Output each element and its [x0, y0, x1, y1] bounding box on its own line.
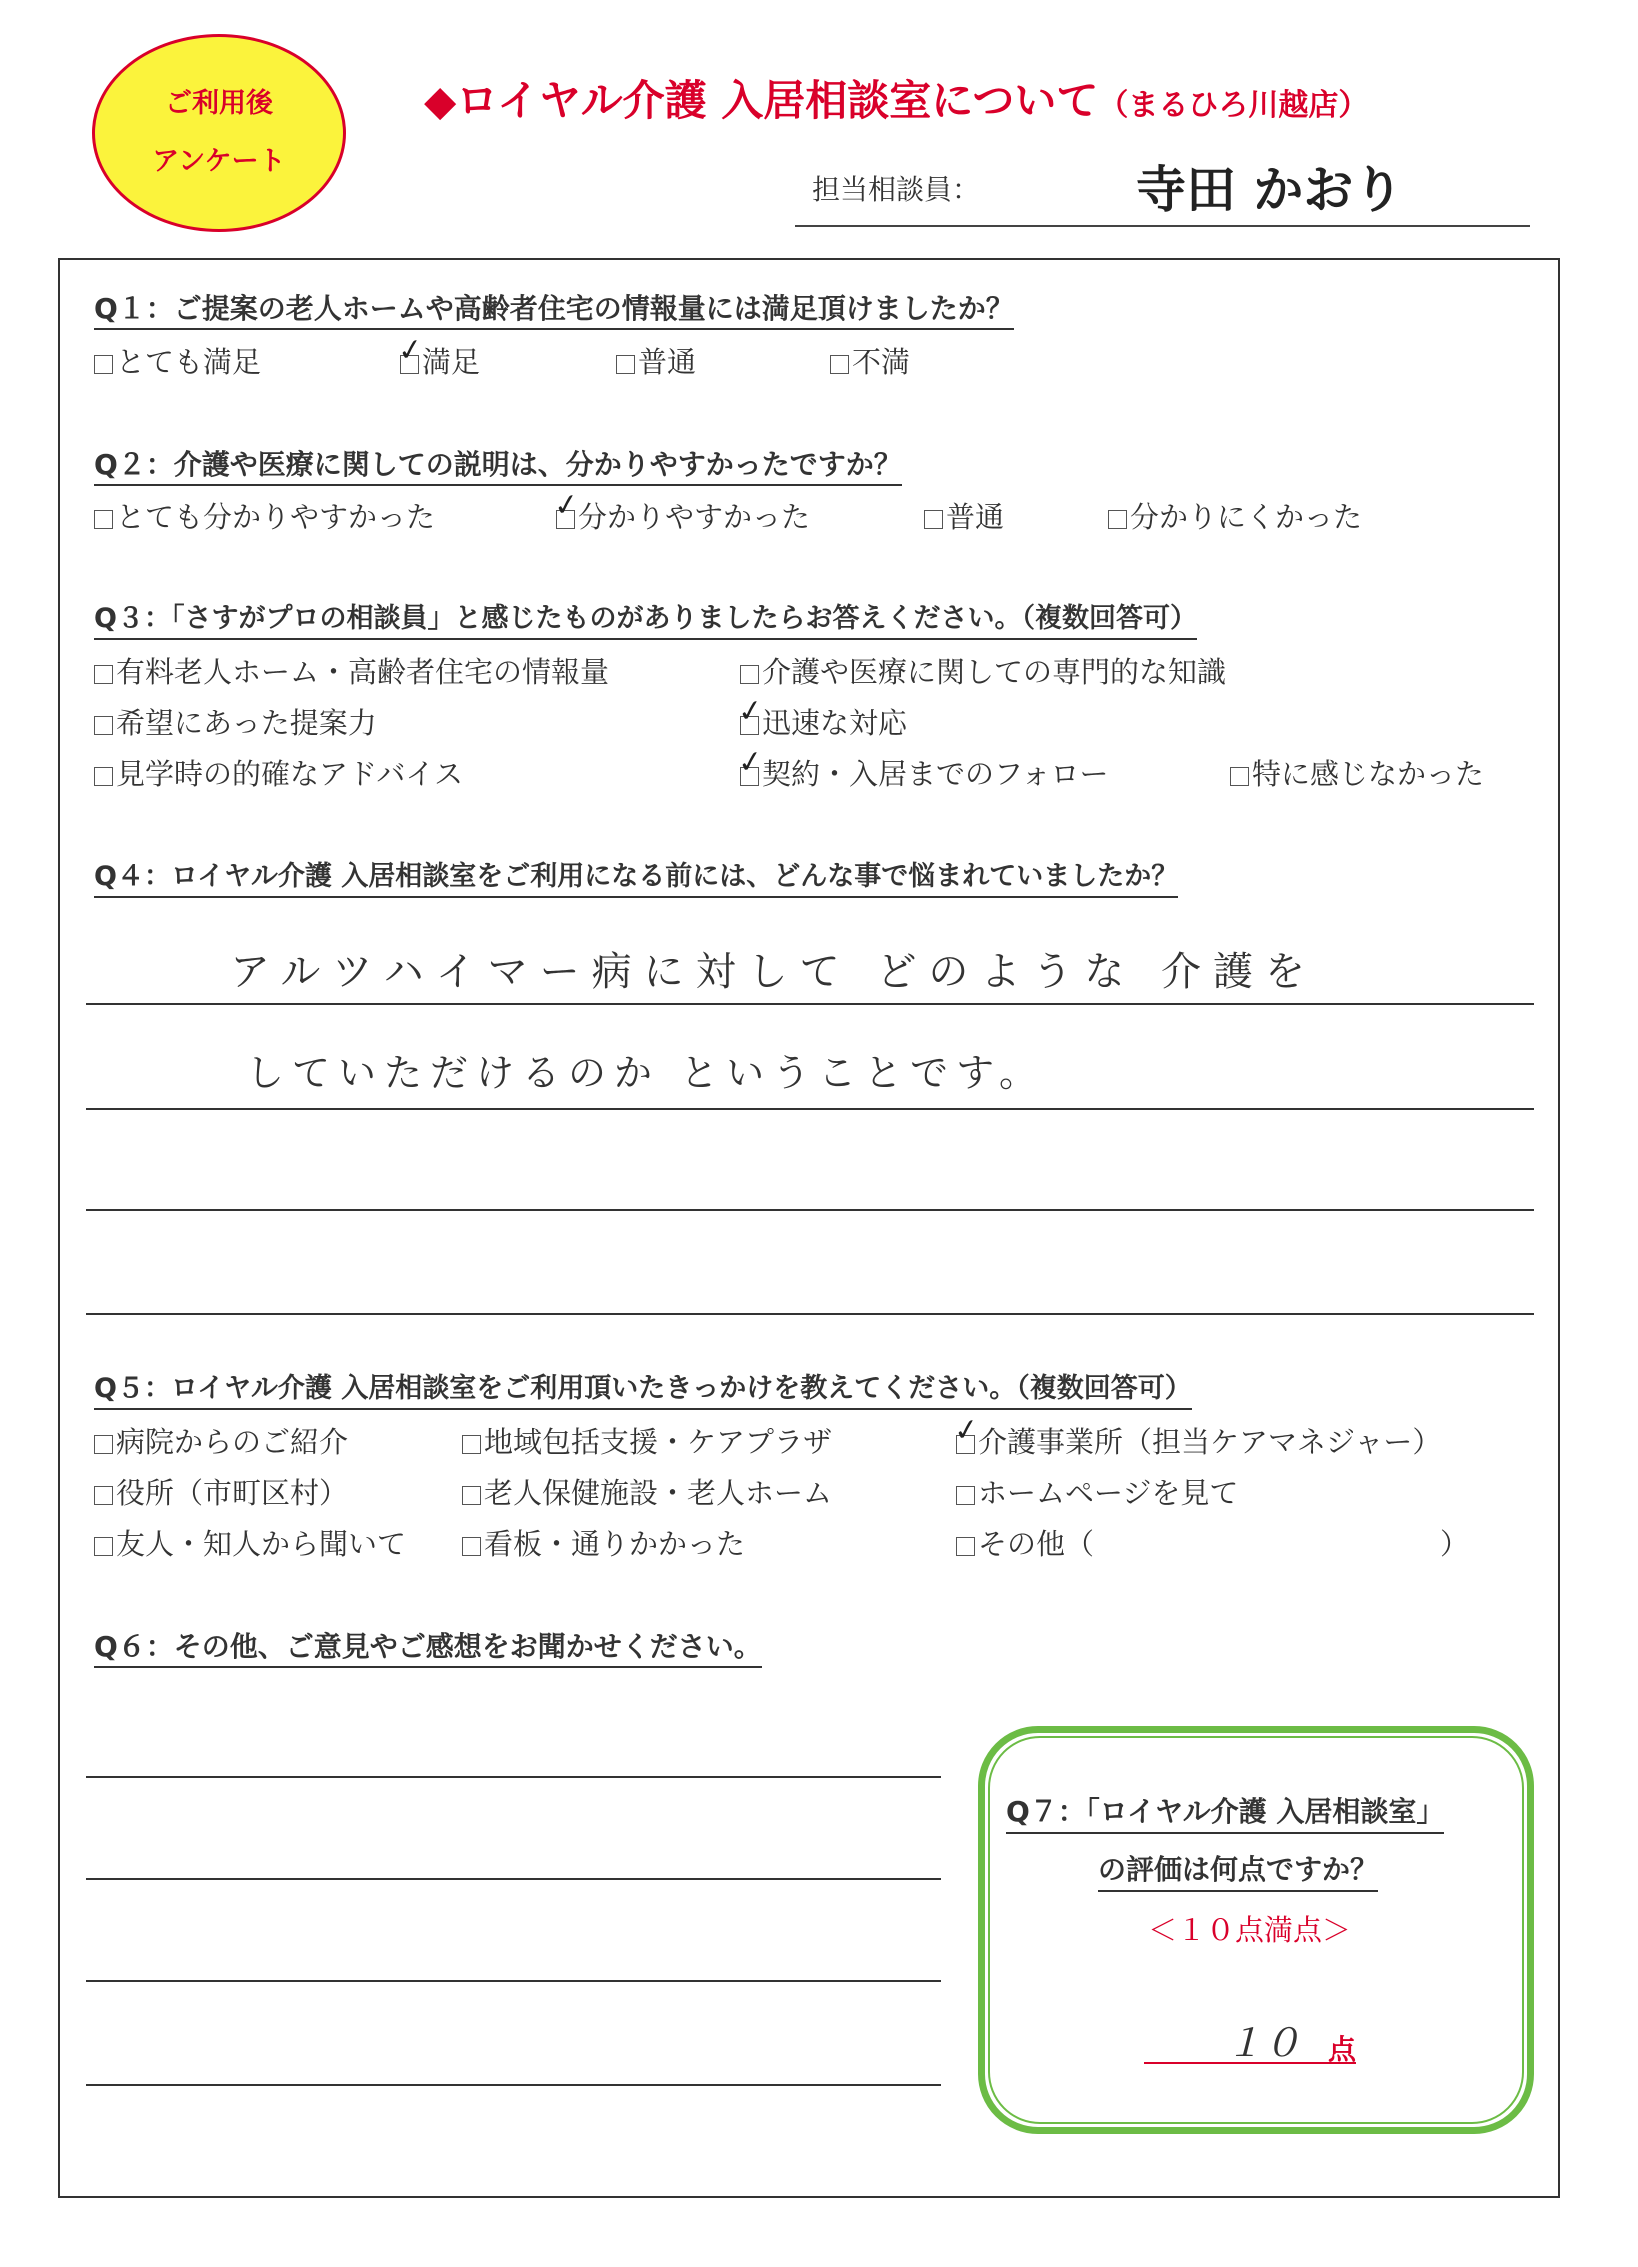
q5-option-6[interactable]: ホームページを見て — [956, 1476, 1238, 1510]
q2-option-1[interactable]: とても分かりやすかった — [94, 500, 435, 534]
q7-unit: 点 — [1328, 2033, 1357, 2066]
checkbox[interactable] — [94, 510, 113, 529]
checkbox[interactable] — [1108, 510, 1127, 529]
badge-line1: ご利用後 — [165, 88, 273, 119]
title-sub: （まるひろ川越店） — [1098, 88, 1369, 123]
q1-option-1[interactable]: とても満足 — [94, 345, 261, 379]
checkbox[interactable] — [94, 767, 113, 786]
q5-option-1[interactable]: 病院からのご紹介 — [94, 1425, 348, 1459]
staff-underline — [795, 225, 1530, 227]
check-icon: ✓ — [951, 1411, 982, 1450]
checkbox[interactable] — [94, 665, 113, 684]
q7-full-score: ＜１０点満点＞ — [1148, 1913, 1352, 1947]
q3-option-3[interactable]: 希望にあった提案力 — [94, 706, 377, 740]
q7-question-line1: Q７：「ロイヤル介護 入居相談室」 — [1006, 1790, 1444, 1834]
answer-rule — [86, 1003, 1534, 1005]
checkbox[interactable] — [462, 1435, 481, 1454]
q5-option-3[interactable]: ✓ 介護事業所（担当ケアマネジャー） — [951, 1411, 1442, 1459]
q5-option-4[interactable]: 役所（市町区村） — [94, 1476, 348, 1510]
answer-rule — [86, 1313, 1534, 1315]
q4-answer-line2: していただけるのか ということです。 — [246, 1051, 1046, 1095]
q5-option-8[interactable]: 看板・通りかかった — [462, 1527, 745, 1561]
q4-answer-line1: アルツハイマー病に対して どのような 介護を — [230, 949, 1318, 995]
comment-rule — [86, 1878, 941, 1880]
checkbox[interactable] — [924, 510, 943, 529]
check-icon: ✓ — [551, 486, 582, 525]
q5-option-7[interactable]: 友人・知人から聞いて — [94, 1527, 406, 1561]
comment-rule — [86, 1776, 941, 1778]
q5-question: Q５：ロイヤル介護 入居相談室をご利用頂いたきっかけを教えてください。（複数回答可） — [94, 1372, 1192, 1410]
q3-option-1[interactable]: 有料老人ホーム・高齢者住宅の情報量 — [94, 655, 609, 689]
q5-other-close: ） — [1440, 1527, 1470, 1561]
check-icon: ✓ — [395, 331, 426, 370]
checkbox[interactable] — [462, 1486, 481, 1505]
checkbox-checked[interactable] — [951, 1411, 982, 1454]
checkbox[interactable] — [616, 355, 635, 374]
q2-option-2[interactable]: ✓ 分かりやすかった — [551, 486, 811, 534]
q5-option-5[interactable]: 老人保健施設・老人ホーム — [462, 1476, 832, 1510]
q3-option-2[interactable]: 介護や医療に関しての専門的な知識 — [740, 655, 1226, 689]
checkbox-checked[interactable] — [551, 486, 582, 529]
q3-option-7[interactable]: 特に感じなかった — [1230, 757, 1484, 791]
q3-option-4[interactable]: ✓ 迅速な対応 — [735, 692, 908, 740]
comment-rule — [86, 2084, 941, 2086]
checkbox[interactable] — [956, 1537, 975, 1556]
checkbox[interactable] — [1230, 767, 1249, 786]
checkbox[interactable] — [956, 1486, 975, 1505]
q5-option-9[interactable]: その他（ — [956, 1527, 1094, 1561]
checkbox[interactable] — [830, 355, 849, 374]
checkbox[interactable] — [462, 1537, 481, 1556]
check-icon: ✓ — [735, 692, 766, 731]
checkbox-checked[interactable] — [395, 331, 426, 374]
q3-question: Q３：「さすがプロの相談員」と感じたものがありましたらお答えください。（複数回答可） — [94, 602, 1197, 640]
comment-rule — [86, 1980, 941, 1982]
title-main: ◆ロイヤル介護 入居相談室について — [424, 76, 1099, 125]
q7-question-line2: の評価は何点ですか？ — [1098, 1848, 1378, 1892]
q6-question: Q６：その他、ご意見やご感想をお聞かせください。 — [94, 1630, 762, 1668]
checkbox-checked[interactable] — [735, 743, 766, 786]
q2-question: Q２：介護や医療に関しての説明は、分かりやすかったですか？ — [94, 448, 902, 486]
badge-line2: アンケート — [152, 146, 286, 177]
q1-option-3[interactable]: 普通 — [616, 345, 696, 379]
checkbox-checked[interactable] — [735, 692, 766, 735]
q7-score: １０ — [1225, 2021, 1302, 2065]
answer-rule — [86, 1209, 1534, 1211]
checkbox[interactable] — [94, 1486, 113, 1505]
q1-option-4[interactable]: 不満 — [830, 345, 910, 379]
staff-label: 担当相談員： — [812, 173, 981, 206]
q7-score-underline — [1144, 2062, 1356, 2064]
survey-badge — [92, 34, 346, 232]
answer-rule — [86, 1108, 1534, 1110]
checkbox[interactable] — [740, 665, 759, 684]
checkbox[interactable] — [94, 1435, 113, 1454]
q3-option-6[interactable]: ✓ 契約・入居までのフォロー — [735, 743, 1109, 791]
checkbox[interactable] — [94, 716, 113, 735]
checkbox[interactable] — [94, 1537, 113, 1556]
staff-name: 寺田 かおり — [1136, 161, 1404, 219]
q3-option-5[interactable]: 見学時の的確なアドバイス — [94, 757, 463, 791]
q1-option-2[interactable]: ✓ 満足 — [395, 331, 481, 379]
q5-option-2[interactable]: 地域包括支援・ケアプラザ — [462, 1425, 832, 1459]
checkbox[interactable] — [94, 355, 113, 374]
q2-option-3[interactable]: 普通 — [924, 500, 1004, 534]
page-title — [424, 68, 1368, 128]
q4-question: Q４：ロイヤル介護 入居相談室をご利用になる前には、どんな事で悩まれていましたか？ — [94, 860, 1178, 898]
check-icon: ✓ — [735, 743, 766, 782]
q1-question: Q１：ご提案の老人ホームや高齢者住宅の情報量には満足頂けましたか？ — [94, 292, 1014, 330]
q2-option-4[interactable]: 分かりにくかった — [1108, 500, 1362, 534]
